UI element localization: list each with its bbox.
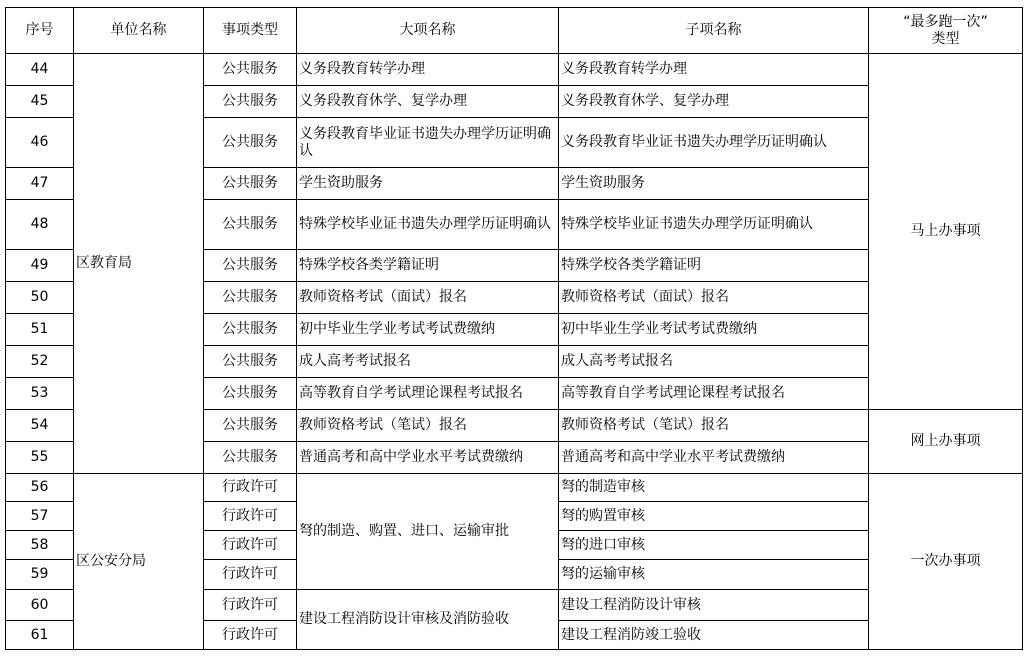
row-item: 特殊学校各类学籍证明 [297, 250, 559, 282]
row-subitem: 高等教育自学考试理论课程考试报名 [559, 378, 869, 410]
row-type: 行政许可 [204, 621, 297, 650]
header-category-line2: 类型 [931, 30, 960, 47]
row-subitem: 成人高考考试报名 [559, 346, 869, 378]
row-type: 行政许可 [204, 474, 297, 502]
unit-cell-education: 区教育局 [74, 54, 204, 474]
row-item: 义务段教育毕业证书遗失办理学历证明确认 [297, 118, 559, 168]
category-cell-once: 一次办事项 [869, 474, 1023, 650]
header-no: 序号 [6, 8, 74, 54]
table-row [6, 54, 1023, 86]
header-category [869, 8, 1023, 54]
row-no: 55 [6, 442, 74, 474]
row-type: 公共服务 [204, 378, 297, 410]
row-no: 60 [6, 590, 74, 621]
row-no: 44 [6, 54, 74, 86]
row-type: 公共服务 [204, 314, 297, 346]
row-subitem: 教师资格考试（面试）报名 [559, 282, 869, 314]
row-subitem: 义务段教育毕业证书遗失办理学历证明确认 [559, 118, 869, 168]
row-item: 教师资格考试（面试）报名 [297, 282, 559, 314]
row-subitem: 弩的购置审核 [559, 502, 869, 531]
header-item: 大项名称 [297, 8, 559, 54]
row-subitem: 普通高考和高中学业水平考试费缴纳 [559, 442, 869, 474]
row-subitem: 教师资格考试（笔试）报名 [559, 410, 869, 442]
row-item: 普通高考和高中学业水平考试费缴纳 [297, 442, 559, 474]
row-type: 公共服务 [204, 200, 297, 250]
header-subitem: 子项名称 [559, 8, 869, 54]
row-subitem: 初中毕业生学业考试考试费缴纳 [559, 314, 869, 346]
unit-cell-police: 区公安分局 [74, 474, 204, 650]
row-item: 义务段教育转学办理 [297, 54, 559, 86]
row-no: 57 [6, 502, 74, 531]
row-subitem: 特殊学校毕业证书遗失办理学历证明确认 [559, 200, 869, 250]
row-type: 行政许可 [204, 560, 297, 590]
row-no: 61 [6, 621, 74, 650]
row-type: 公共服务 [204, 54, 297, 86]
row-subitem: 建设工程消防竣工验收 [559, 621, 869, 650]
row-no: 52 [6, 346, 74, 378]
row-item: 高等教育自学考试理论课程考试报名 [297, 378, 559, 410]
row-subitem: 弩的运输审核 [559, 560, 869, 590]
row-type: 公共服务 [204, 250, 297, 282]
row-item: 学生资助服务 [297, 168, 559, 200]
row-subitem: 弩的进口审核 [559, 531, 869, 560]
row-type: 行政许可 [204, 502, 297, 531]
row-no: 56 [6, 474, 74, 502]
row-no: 47 [6, 168, 74, 200]
row-no: 49 [6, 250, 74, 282]
row-no: 59 [6, 560, 74, 590]
category-cell-online: 网上办事项 [869, 410, 1023, 474]
row-item: 成人高考考试报名 [297, 346, 559, 378]
row-type: 公共服务 [204, 442, 297, 474]
header-unit: 单位名称 [74, 8, 204, 54]
row-item: 特殊学校毕业证书遗失办理学历证明确认 [297, 200, 559, 250]
category-cell-immediate: 马上办事项 [869, 54, 1023, 410]
row-type: 行政许可 [204, 531, 297, 560]
row-subitem: 弩的制造审核 [559, 474, 869, 502]
row-type: 公共服务 [204, 86, 297, 118]
services-table [5, 7, 1023, 650]
row-type: 公共服务 [204, 168, 297, 200]
row-type: 公共服务 [204, 282, 297, 314]
row-item: 教师资格考试（笔试）报名 [297, 410, 559, 442]
row-type: 公共服务 [204, 410, 297, 442]
header-row [6, 8, 1023, 54]
row-no: 58 [6, 531, 74, 560]
row-subitem: 特殊学校各类学籍证明 [559, 250, 869, 282]
row-no: 50 [6, 282, 74, 314]
row-type: 行政许可 [204, 590, 297, 621]
row-no: 48 [6, 200, 74, 250]
row-subitem: 学生资助服务 [559, 168, 869, 200]
row-item: 初中毕业生学业考试考试费缴纳 [297, 314, 559, 346]
header-category-line1: “最多跑一次” [903, 13, 988, 30]
row-no: 53 [6, 378, 74, 410]
row-no: 45 [6, 86, 74, 118]
row-item: 义务段教育休学、复学办理 [297, 86, 559, 118]
row-subitem: 义务段教育转学办理 [559, 54, 869, 86]
row-subitem: 建设工程消防设计审核 [559, 590, 869, 621]
row-no: 54 [6, 410, 74, 442]
table-row [6, 474, 1023, 502]
item-cell-fire: 建设工程消防设计审核及消防验收 [297, 590, 559, 650]
item-cell-crossbow: 弩的制造、购置、进口、运输审批 [297, 474, 559, 590]
row-type: 公共服务 [204, 118, 297, 168]
row-no: 51 [6, 314, 74, 346]
row-type: 公共服务 [204, 346, 297, 378]
header-type: 事项类型 [204, 8, 297, 54]
row-no: 46 [6, 118, 74, 168]
row-subitem: 义务段教育休学、复学办理 [559, 86, 869, 118]
